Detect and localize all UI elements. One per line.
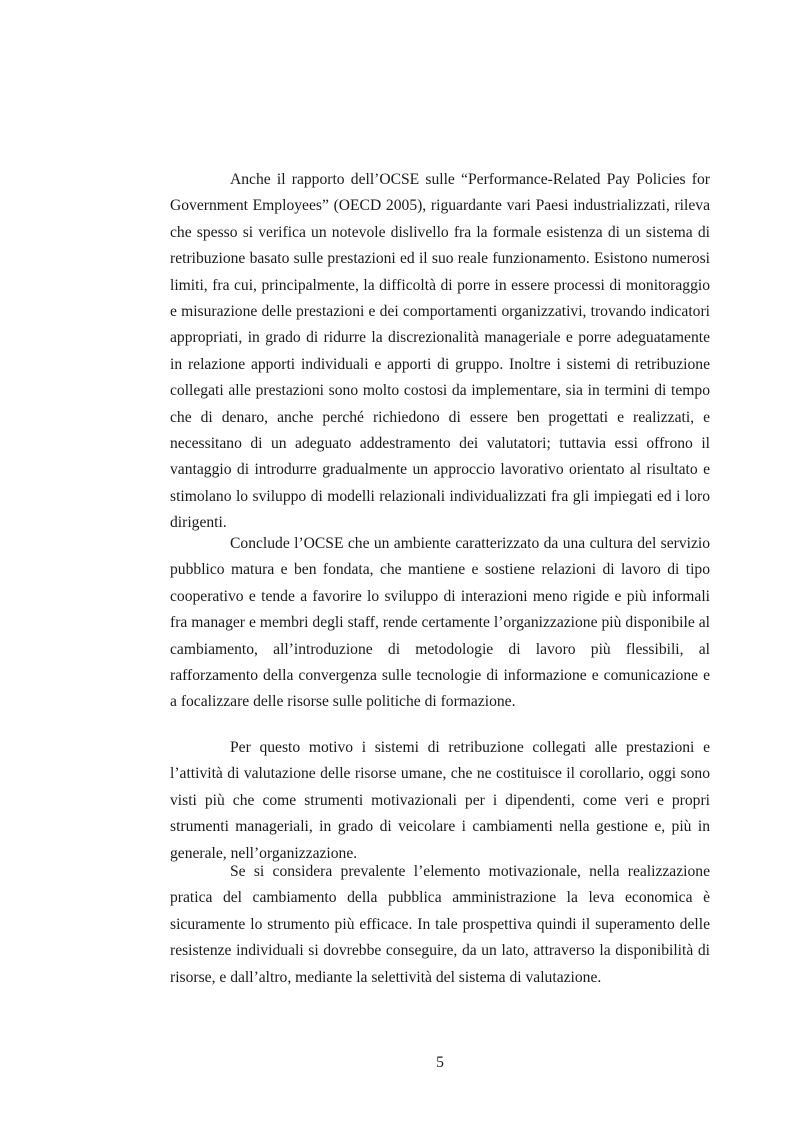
paragraph-4: Se si considera prevalente l’elemento motivazionale, nella realizzazione pratica del cambiamento della pubblica amministrazione la leva economica è sicuramente lo strumento più efficace. In tale prospettiva quindi il superamento delle resistenze individuali si dovrebbe conseguire, da un lato, attraverso la disponibilità di risorse, e dall’altro, mediante la selettività del sistema di valutazione. — [170, 863, 710, 986]
paragraph-3: Per questo motivo i sistemi di retribuzione collegati alle prestazioni e l’attività di valutazione delle risorse umane, che ne costituisce il corollario, oggi sono visti più che come strumenti motivazionali per i dipendenti, come veri e propri strumenti manageriali, in grado di veicolare i cambiamenti nella gestione e, più in generale, nell’organizzazione. — [170, 739, 710, 862]
paragraph-2: Conclude l’OCSE che un ambiente caratterizzato da una cultura del servizio pubblico matura e ben fondata, che mantiene e sostiene relazioni di lavoro di tipo cooperativo e tende a favorire lo sviluppo di interazioni meno rigide e più informali fra manager e membri degli staff, rende certamente l’organizzazione più disponibile al cambiamento, all’introduzione di metodologie di lavoro più flessibili, al rafforzamento della convergenza sulle tecnologie di informazione e comunicazione e a focalizzare delle risorse sulle politiche di formazione. — [170, 535, 710, 711]
paragraph-1: Anche il rapporto dell’OCSE sulle “Performance-Related Pay Policies for Government Employees” (OECD 2005), riguardante vari Paesi industrializzati, rileva che spesso si verifica un notevole dislivello fra la formale esistenza di un sistema di retribuzione basato sulle prestazioni ed il suo reale funzionamento. Esistono numerosi limiti, fra cui, principalmente, la difficoltà di porre in essere processi di monitoraggio e misurazione delle prestazioni e dei comportamenti organizzativi, trovando indicatori appropriati, in grado di ridurre la discrezionalità manageriale e porre adeguatamente in relazione apporti individuali e apporti di gruppo. Inoltre i sistemi di retribuzione collegati alle prestazioni sono molto costosi da implementare, sia in termini di tempo che di denaro, anche perché richiedono di essere ben progettati e realizzati, e necessitano di un adeguato addestramento dei valutatori; tuttavia essi offrono il vantaggio di introdurre gradualmente un approccio lavorativo orientato al risultato e stimolano lo sviluppo di modelli relazionali individualizzati fra gli impiegati ed i loro dirigenti. — [170, 171, 710, 532]
page-number: 5 — [436, 1054, 444, 1071]
